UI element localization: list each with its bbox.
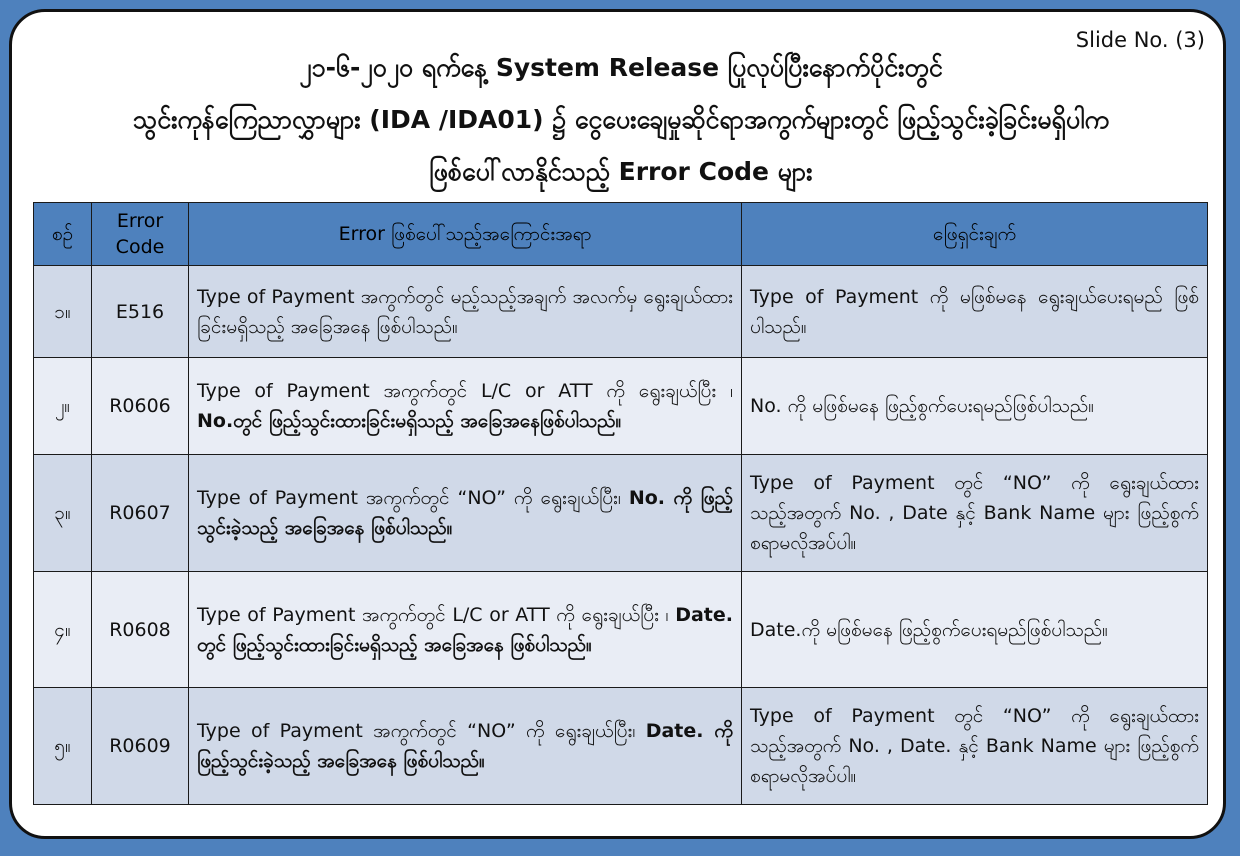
error-remedy: Type of Payment တွင် “NO” ကို ရွေးချယ်ထားသည့်အတွက် No. , Date. နှင့် Bank Name များ ဖြည့်စွက်စရာမလိုအပ်ပါ။ [742,688,1208,805]
error-code: R0607 [92,455,189,572]
cause-emphasis: No.တွင် ဖြည့်သွင်းထားခြင်းမရှိသည့် အခြေအနေဖြစ်ပါသည်။ [197,410,622,432]
table-row [34,358,1208,455]
error-code: R0608 [92,572,189,688]
row-number: ၅။ [34,688,92,805]
cause-emphasis: No. ကို ဖြည့်သွင်းခဲ့သည့် အခြေအနေ ဖြစ်ပါသည်။ [197,487,733,539]
table-row [34,455,1208,572]
cause-text: Type of Payment အကွက်တွင် “NO” ကို ရွေးချယ်ပြီး၊ [197,720,636,742]
row-number: ၂။ [34,358,92,455]
error-remedy: Type of Payment ကို မဖြစ်မနေ ရွေးချယ်ပေးရမည် ဖြစ်ပါသည်။ [742,266,1208,358]
cause-text: Type of Payment အကွက်တွင် “NO” ကို ရွေးချယ်ပြီး၊ [197,487,621,509]
error-remedy: No. ကို မဖြစ်မနေ ဖြည့်စွက်ပေးရမည်ဖြစ်ပါသည်။ [742,358,1208,455]
error-remedy: Date.ကို မဖြစ်မနေ ဖြည့်စွက်ပေးရမည်ဖြစ်ပါသည်။ [742,572,1208,688]
title-line-3: ဖြစ်ပေါ်လာနိုင်သည့် Error Code များ [429,157,813,186]
table-row [34,572,1208,688]
header-cause: Error ဖြစ်ပေါ်သည့်အကြောင်းအရာ [189,203,742,266]
error-code: E516 [92,266,189,358]
error-code: R0606 [92,358,189,455]
cause-emphasis: Date. တွင် ဖြည့်သွင်းထားခြင်းမရှိသည့် အခြေအနေ ဖြစ်ပါသည်။ [197,603,733,656]
cause-emphasis: Date. ကို ဖြည့်သွင်းခဲ့သည့် အခြေအနေ ဖြစ်ပါသည်။ [197,720,733,772]
error-cause [189,688,742,805]
header-remedy: ဖြေရှင်းချက် [742,203,1208,266]
table-row [34,688,1208,805]
error-code: R0609 [92,688,189,805]
error-cause [189,358,742,455]
slide-card [9,9,1226,839]
header-error-code: Error Code [92,203,189,266]
table-header-row [34,203,1208,266]
error-code-table [33,202,1208,805]
title-line-2: သွင်းကုန်ကြေညာလွှာများ (IDA /IDA01) ၌ ငွေပေးချေမှုဆိုင်ရာအကွက်များတွင် ဖြည့်သွင်းခဲ့ခြင်းမရှိပါက [133,105,1109,134]
error-cause [189,572,742,688]
cause-text: Type of Payment အကွက်တွင် မည့်သည့်အချက် အလက်မှ ရွေးချယ်ထားခြင်းမရှိသည့် အခြေအနေ ဖြစ်ပါသည်။ [197,285,733,338]
row-number: ၁။ [34,266,92,358]
row-number: ၃။ [34,455,92,572]
error-cause [189,266,742,358]
slide-title [32,42,1210,198]
row-number: ၄။ [34,572,92,688]
cause-text: Type of Payment အကွက်တွင် L/C or ATT ကို ရွေးချယ်ပြီး ၊ [197,603,669,626]
header-no: စဉ် [34,203,92,266]
slide-number: Slide No. (3) [1075,28,1205,52]
error-cause [189,455,742,572]
table-row [34,266,1208,358]
cause-text: Type of Payment အကွက်တွင် L/C or ATT ကို ရွေးချယ်ပြီး ၊ [197,380,733,402]
title-line-1: ၂၁-၆-၂၀၂၀ ရက်နေ့ System Release ပြုလုပ်ပြီးနောက်ပိုင်းတွင် [299,53,943,82]
error-remedy: Type of Payment တွင် “NO” ကို ရွေးချယ်ထားသည့်အတွက် No. , Date နှင့် Bank Name များ ဖြည့်စွက်စရာမလိုအပ်ပါ။ [742,455,1208,572]
